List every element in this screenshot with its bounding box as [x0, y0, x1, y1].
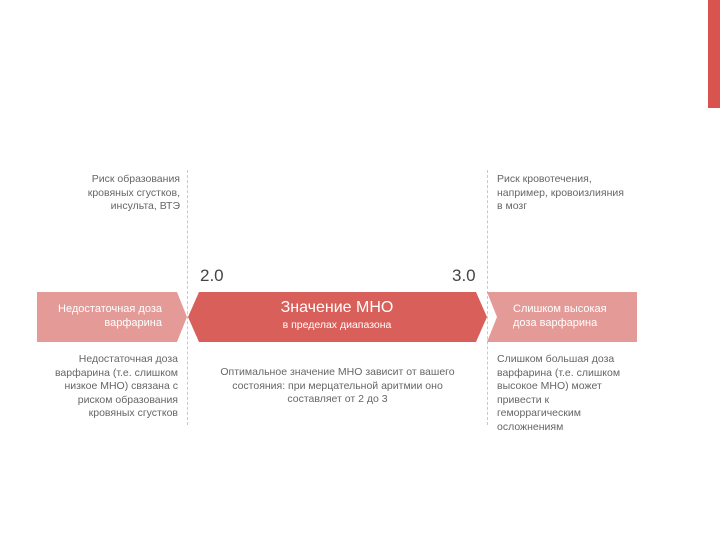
text-line: Недостаточная доза [78, 353, 178, 365]
bottom-center-note [200, 366, 475, 407]
text-line: Риск образования [91, 173, 180, 185]
text-line: варфарина (т.е. слишком [497, 366, 621, 379]
top-right-note [497, 173, 667, 214]
text-line: риском образования [77, 393, 178, 406]
text-line: привести к [497, 393, 550, 406]
text-line: высокое МНО) может [497, 380, 602, 392]
text-line: Риск кровотечения, [497, 173, 592, 185]
band-right-label [513, 302, 633, 330]
text-line: варфарина (т.е. слишком [54, 366, 178, 379]
text-line: состояния: при мерцательной аритмии оно [232, 379, 443, 392]
bottom-left-note [40, 353, 178, 421]
text-line: кровяных сгустков [88, 407, 178, 419]
text-line: геморрагическим [497, 407, 581, 419]
band-left-label [40, 302, 162, 330]
text-line: низкое МНО) связана с [64, 380, 178, 392]
scale-low-label: 2.0 [200, 266, 224, 285]
top-left-note [40, 173, 180, 214]
slide-accent-bar [708, 0, 720, 108]
text-line: инсульта, ВТЭ [110, 200, 180, 212]
band-center-subtitle: в пределах диапазона [282, 319, 392, 331]
text-line: составляет от 2 до 3 [287, 393, 388, 405]
scale-high-label: 3.0 [452, 266, 476, 285]
text-line: кровяных сгустков, [87, 186, 180, 199]
text-line: Слишком большая доза [497, 353, 615, 365]
text-line: Оптимальное значение МНО зависит от вашего [220, 366, 455, 378]
band-center-title: Значение МНО [280, 299, 394, 316]
text-line: доза варфарина [513, 317, 598, 329]
bottom-right-note [497, 353, 647, 434]
text-line: в мозг [497, 200, 528, 212]
text-line: например, кровоизлияния [497, 186, 624, 199]
text-line: осложнениям [497, 420, 564, 433]
text-line: Недостаточная доза [58, 303, 162, 315]
text-line: варфарина [104, 317, 162, 329]
text-line: Слишком высокая [513, 303, 607, 315]
